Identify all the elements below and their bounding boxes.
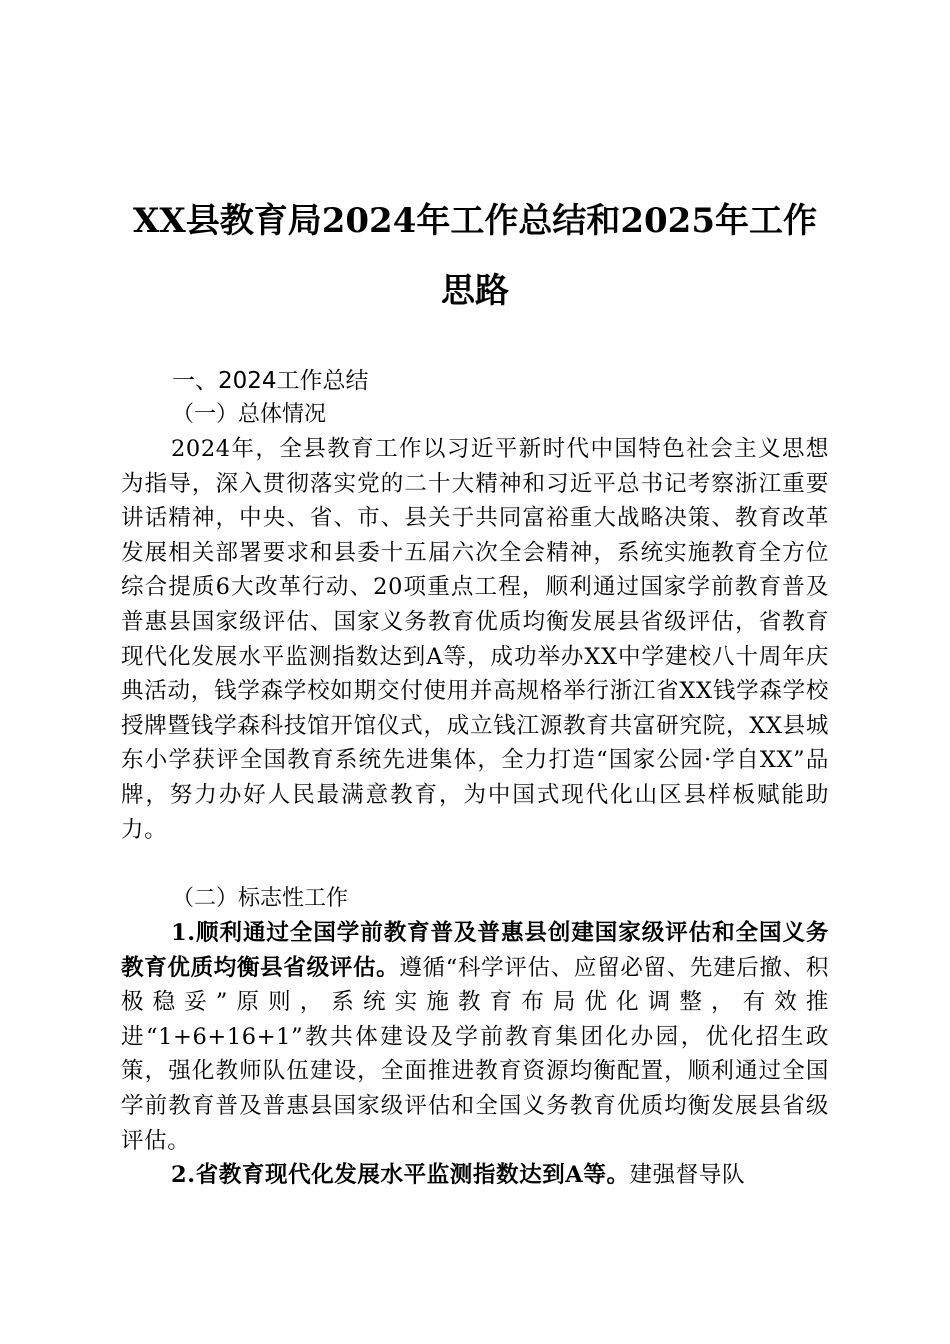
document-title: XX县教育局2024年工作总结和2025年工作思路	[132, 201, 818, 311]
item-1-body: 遵循“科学评估、应留必留、先建后撤、积极稳妥”原则，系统实施教育布局优化调整，有效推进“1+6+16+1”教共体建设及学前教育集团化办园，优化招生政策，强化教师队伍建设，全面推进教育资源均衡配置，顺利通过全国学前教育普及普惠县国家级评估和全国义务教育优质均衡发展县省级评估。	[121, 954, 829, 1154]
section-heading-summary: 一、2024工作总结	[172, 368, 369, 394]
paragraph-item-2	[121, 1158, 829, 1193]
paragraph-item-1	[121, 916, 829, 1158]
subsection-heading-overview: （一）总体情况	[172, 402, 327, 427]
item-2-lead: 2.省教育现代化发展水平监测指数达到A等。	[171, 1162, 630, 1188]
item-2-body: 建强督导队	[629, 1162, 746, 1188]
subsection-heading-landmark-work: （二）标志性工作	[172, 886, 349, 911]
item-1-lead: 1.顺利通过全国学前教育普及普惠县创建国家级评估和全国义务教育优质均衡县省级评估。	[121, 920, 829, 981]
paragraph-overview: 2024年，全县教育工作以习近平新时代中国特色社会主义思想为指导，深入贯彻落实党的二十大精神和习近平总书记考察浙江重要讲话精神，中央、省、市、县关于共同富裕重大战略决策、教育改革发展相关部署要求和县委十五届六次全会精神，系统实施教育全方位综合提质6大改革行动、20项重点工程，顺利通过国家学前教育普及普惠县国家级评估、国家义务教育优质均衡发展县省级评估，省教育现代化发展水平监测指数达到A等，成功举办XX中学建校八十周年庆典活动，钱学森学校如期交付使用并高规格举行浙江省XX钱学森学校授牌暨钱学森科技馆开馆仪式，成立钱江源教育共富研究院，XX县城东小学获评全国教育系统先进集体，全力打造“国家公园·学自XX”品牌，努力办好人民最满意教育，为中国式现代化山区县样板赋能助力。	[121, 436, 829, 843]
